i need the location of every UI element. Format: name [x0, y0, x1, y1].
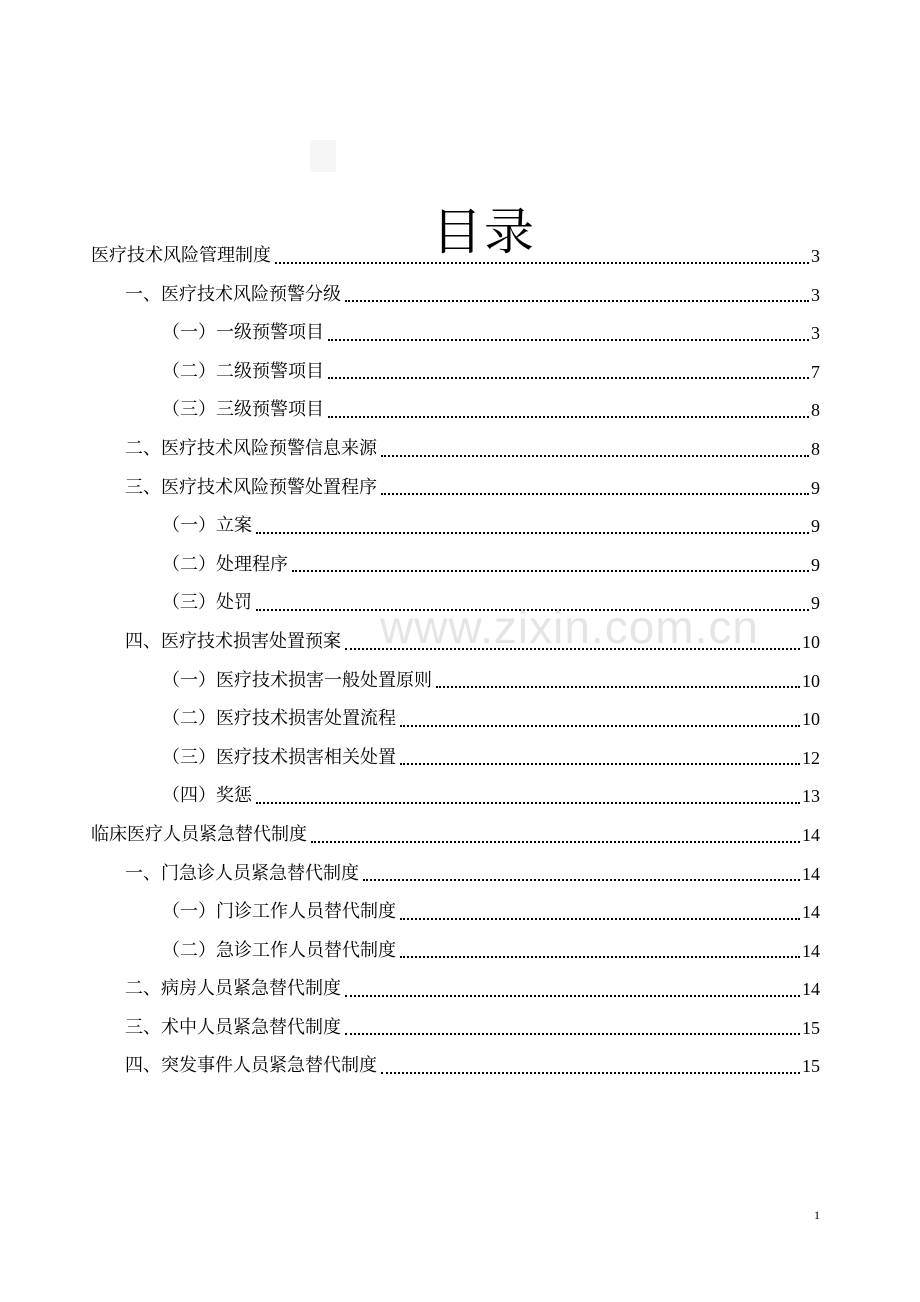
toc-entry[interactable] — [0, 970, 920, 1009]
toc-entry-title: 临床医疗人员紧急替代制度 — [91, 823, 307, 845]
toc-dot-leader — [345, 276, 809, 315]
toc-entry-page: 8 — [811, 400, 820, 421]
toc-dot-leader — [345, 970, 800, 1009]
toc-dot-leader — [345, 623, 800, 662]
toc-entry-page: 14 — [802, 902, 820, 923]
toc-entry[interactable] — [0, 816, 920, 855]
toc-entry-title: 医疗技术风险管理制度 — [91, 245, 271, 266]
toc-entry-title: （三）三级预警项目 — [162, 399, 324, 421]
toc-entry-page: 8 — [811, 438, 820, 459]
toc-entry-title: 四、医疗技术损害处置预案 — [125, 630, 341, 652]
toc-dot-leader — [363, 855, 800, 894]
toc-entry-title: （一）立案 — [162, 515, 252, 537]
toc-entry-title: （二）处理程序 — [162, 553, 288, 575]
toc-entry-title: 一、门急诊人员紧急替代制度 — [125, 862, 359, 884]
toc-dot-leader — [256, 777, 800, 816]
toc-entry-title: （二）急诊工作人员替代制度 — [162, 939, 396, 961]
toc-entry[interactable] — [0, 314, 920, 353]
toc-entry-title: 三、医疗技术风险预警处置程序 — [125, 476, 377, 498]
toc-dot-leader — [328, 391, 809, 430]
toc-entry[interactable] — [0, 237, 920, 276]
toc-dot-leader — [328, 314, 809, 353]
toc-entry-page: 14 — [802, 979, 820, 1000]
toc-entry-page: 3 — [811, 323, 820, 344]
toc-entry-page: 13 — [802, 786, 820, 807]
toc-dot-leader — [256, 584, 809, 623]
toc-entry-title: （二）医疗技术损害处置流程 — [162, 708, 396, 730]
toc-entry[interactable] — [0, 1009, 920, 1048]
toc-entry[interactable] — [0, 700, 920, 739]
toc-entry-page: 10 — [802, 670, 820, 691]
toc-entry-title: （四）奖惩 — [162, 785, 252, 807]
toc-entry[interactable] — [0, 507, 920, 546]
toc-entry-title: （三）医疗技术损害相关处置 — [162, 746, 396, 768]
toc-entry[interactable] — [0, 739, 920, 778]
toc-entry-page: 9 — [811, 516, 820, 537]
toc-entry-title: （一）门诊工作人员替代制度 — [162, 901, 396, 923]
toc-entry[interactable] — [0, 584, 920, 623]
page-title: 目录 — [432, 202, 536, 261]
toc-entry-title: 三、术中人员紧急替代制度 — [125, 1016, 341, 1038]
table-of-contents — [0, 237, 920, 1086]
toc-entry-page: 7 — [811, 361, 820, 382]
toc-entry-title: （一）一级预警项目 — [162, 322, 324, 344]
toc-entry-title: （三）处罚 — [162, 592, 252, 614]
toc-entry[interactable] — [0, 893, 920, 932]
toc-entry-page: 10 — [802, 631, 820, 652]
toc-dot-leader — [328, 353, 809, 392]
toc-dot-leader — [292, 546, 809, 585]
toc-entry-title: 二、病房人员紧急替代制度 — [125, 978, 341, 1000]
toc-dot-leader — [275, 237, 809, 276]
toc-entry[interactable] — [0, 777, 920, 816]
toc-dot-leader — [381, 430, 809, 469]
toc-dot-leader — [256, 507, 809, 546]
toc-dot-leader — [436, 662, 800, 701]
watermark: www.zixin.com.cn — [380, 601, 759, 653]
toc-entry[interactable] — [0, 353, 920, 392]
toc-entry-page: 14 — [802, 940, 820, 961]
toc-entry[interactable] — [0, 623, 920, 662]
toc-entry-title: 四、突发事件人员紧急替代制度 — [125, 1055, 377, 1077]
toc-dot-leader — [381, 1047, 800, 1086]
toc-dot-leader — [381, 469, 809, 508]
scan-artifact — [310, 140, 336, 172]
toc-entry-title: 一、医疗技术风险预警分级 — [125, 283, 341, 305]
toc-entry[interactable] — [0, 391, 920, 430]
toc-dot-leader — [311, 816, 800, 855]
toc-entry-page: 15 — [802, 1056, 820, 1077]
toc-entry-page: 15 — [802, 1017, 820, 1038]
toc-dot-leader — [345, 1009, 800, 1048]
toc-entry-page: 3 — [811, 284, 820, 305]
toc-dot-leader — [400, 700, 800, 739]
toc-entry[interactable] — [0, 662, 920, 701]
toc-entry-page: 14 — [802, 863, 820, 884]
toc-entry-page: 14 — [802, 824, 820, 845]
toc-entry-title: （一）医疗技术损害一般处置原则 — [162, 669, 432, 691]
toc-entry[interactable] — [0, 430, 920, 469]
toc-entry-page: 9 — [811, 593, 820, 614]
toc-dot-leader — [400, 932, 800, 971]
toc-entry-title: （二）二级预警项目 — [162, 360, 324, 382]
toc-dot-leader — [400, 739, 800, 778]
page-number: 1 — [814, 1208, 820, 1222]
toc-entry[interactable] — [0, 276, 920, 315]
toc-entry-page: 3 — [811, 246, 820, 266]
toc-entry[interactable] — [0, 469, 920, 508]
toc-entry-page: 10 — [802, 709, 820, 730]
toc-entry[interactable] — [0, 932, 920, 971]
toc-entry[interactable] — [0, 546, 920, 585]
toc-entry-page: 12 — [802, 747, 820, 768]
toc-entry[interactable] — [0, 855, 920, 894]
toc-entry[interactable] — [0, 1047, 920, 1086]
toc-entry-page: 9 — [811, 554, 820, 575]
toc-dot-leader — [400, 893, 800, 932]
toc-entry-title: 二、医疗技术风险预警信息来源 — [125, 437, 377, 459]
toc-entry-page: 9 — [811, 477, 820, 498]
